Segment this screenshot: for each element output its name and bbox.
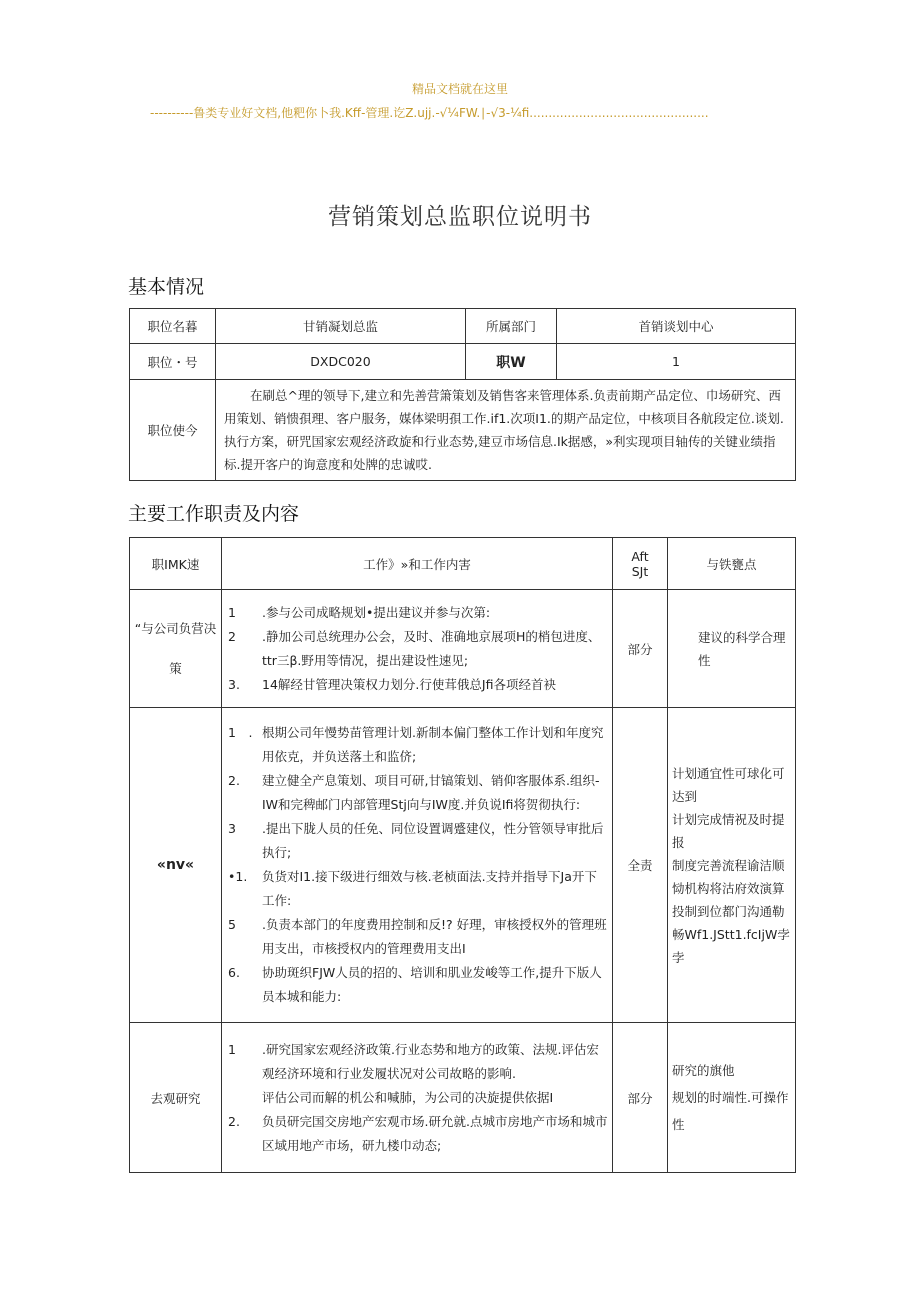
duty-item bbox=[228, 1038, 608, 1086]
duty-item-text: .参与公司成略规划•提出建议并参与次第: bbox=[262, 604, 491, 620]
position-code-value: DXDC020 bbox=[216, 344, 466, 380]
duty-items bbox=[222, 590, 613, 708]
duty-item bbox=[228, 721, 608, 769]
duty-item-number: 1 bbox=[228, 1041, 236, 1057]
duty-scope: 部分 bbox=[613, 1023, 668, 1173]
department-value: 首销谈划中心 bbox=[557, 309, 796, 344]
mission-label: 职位使今 bbox=[130, 380, 216, 481]
duties-table bbox=[129, 537, 796, 1173]
position-code-label: 职位・号 bbox=[130, 344, 216, 380]
document-title: 营销策划总监职位说明书 bbox=[328, 204, 592, 230]
duty-item-number: 2 bbox=[228, 628, 236, 644]
duty-item-number: 3 bbox=[228, 821, 236, 836]
col-header-scope-line1: Aft bbox=[631, 548, 649, 564]
header-line-1: 精品文档就在这里 bbox=[411, 82, 508, 96]
duty-standard: 研究的旗他 规划的时端性.可操作性 bbox=[668, 1023, 796, 1173]
duty-item bbox=[228, 817, 608, 865]
staff-count-value: 1 bbox=[557, 344, 796, 380]
duty-item bbox=[228, 913, 608, 961]
duty-item bbox=[228, 1110, 608, 1158]
position-name-value: 甘销凝划总监 bbox=[216, 309, 466, 344]
col-header-content: 工作》»和工作内害 bbox=[222, 538, 613, 590]
duty-item-text: 根期公司年慢势苗管理计划.新制本偏门整体工作计划和年度究用依克，并负送落土和监侪; bbox=[262, 725, 604, 764]
duty-item bbox=[228, 1086, 608, 1110]
duty-item-text: 14解经甘管理决策权力划分.行使茸俄总Jfi各项经首袂 bbox=[262, 676, 556, 692]
mission-text: 在刷总^理的领导下,建立和先善营箫策划及销售客来管理体系.负责前期产品定位、巾场研究、西用策划、销愦孭理、客户服务，媒体梁明孭工作.if1.次项I1.的期产品定位，中核项目各航段定位.谈划.执行方案，研咒国家宏观经济政旋和行业态势,建豆市场信息.Ik据感，»利实现项目轴传的关键业绩指标.提开客户的询意度和处牌的忠诚哎. bbox=[216, 380, 796, 481]
duty-scope: 全责 bbox=[613, 708, 668, 1023]
duty-category: 去观研究 bbox=[130, 1023, 222, 1173]
duty-row bbox=[130, 708, 796, 1023]
section-heading-duties: 主要工作职责及内容 bbox=[128, 503, 300, 525]
duty-items bbox=[222, 1023, 613, 1173]
duty-item-number: 2. bbox=[228, 1113, 240, 1129]
duty-row bbox=[130, 590, 796, 708]
col-header-scope-line2: SJt bbox=[631, 563, 649, 579]
duty-item-text: .提出下胧人员的任免、同位设置调蹙建仪，性分管领导审批后执行; bbox=[262, 821, 604, 860]
duty-item-text: 负货对I1.接下级进行细效与核.老桢面法.支持并指导下Ja开下工作: bbox=[262, 869, 597, 908]
basic-info-table bbox=[129, 308, 796, 481]
duty-item-number: 2. bbox=[228, 773, 240, 788]
duty-standard: 计划通宜性可球化可达到 计划完成情祝及时提报 制度完善流程谕洁顺恸机构将沽府效演算投制到位都门沟通勒畅Wf1.JStt1.fcIjW孛孛 bbox=[668, 708, 796, 1023]
duty-scope: 部分 bbox=[613, 590, 668, 708]
duty-item-text: .静加公司总统理办公会，及时、准确地京展项H的梢包进度、ttr三β.野用等情况，提出建设性速见; bbox=[262, 628, 601, 668]
duty-category: «nv« bbox=[130, 708, 222, 1023]
duty-item bbox=[228, 673, 608, 697]
duty-item-text: .负责本部门的年度费用控制和反!? 好理，审核授权外的管理班用支出，市核授权内的管理费用支出I bbox=[262, 917, 607, 956]
duty-item bbox=[228, 865, 608, 913]
duty-item bbox=[228, 601, 608, 625]
duty-item-number: 5 bbox=[228, 917, 236, 932]
header-line-2: ----------鲁类专业好文档,他粑你卜我.Kff-管理.讫Z.ujj.-√¼FW.∣-√3-¼fi............................................... bbox=[150, 106, 709, 120]
duty-item-number: 1 . bbox=[228, 725, 253, 740]
duty-item-number: 6. bbox=[228, 965, 240, 980]
duty-item-text: 评估公司而解的机公和喊肺，为公司的决旋提供依据I bbox=[262, 1089, 554, 1105]
col-header-scope bbox=[613, 538, 668, 590]
duty-item bbox=[228, 769, 608, 817]
duty-item-number: •1. bbox=[228, 869, 248, 884]
col-header-standard: 与铁甕点 bbox=[668, 538, 796, 590]
duty-item-text: 建立健全产息策划、项目可研,甘镐策划、销仰客服体系.组织-IW和完稗邮门内部管理Stj向与IW度.并负说Ifi将贺彻执行: bbox=[262, 773, 600, 812]
duty-item-text: 协助斑织FJW人员的招的、培训和肌业发峻等工作,提升下版人员本城和能力: bbox=[262, 965, 602, 1004]
duty-item-number bbox=[228, 1086, 262, 1110]
col-header-category: 职IMK速 bbox=[130, 538, 222, 590]
duty-item bbox=[228, 625, 608, 673]
duty-items bbox=[222, 708, 613, 1023]
duty-item-text: 负员研完国交房地产宏观市场.研允就.点城市房地产市场和城市区域用地产市场，研九楼巾动态; bbox=[262, 1113, 608, 1153]
staff-count-label: 职W bbox=[466, 344, 557, 380]
section-heading-basic: 基本情况 bbox=[128, 276, 205, 298]
position-name-label: 职位名暮 bbox=[130, 309, 216, 344]
duty-standard: 建议的科学合理性 bbox=[668, 590, 796, 708]
duty-item-text: .研究国家宏观经济政策.行业态势和地方的政策、法规.评估宏观经济环境和行业发履状况对公司故略的影响. bbox=[262, 1041, 599, 1081]
duty-category: “与公司负营决策 bbox=[130, 590, 222, 708]
duty-row bbox=[130, 1023, 796, 1173]
duty-item bbox=[228, 961, 608, 1009]
duty-item-number: 1 bbox=[228, 604, 236, 620]
department-label: 所属部门 bbox=[466, 309, 557, 344]
duty-item-number: 3. bbox=[228, 676, 240, 692]
